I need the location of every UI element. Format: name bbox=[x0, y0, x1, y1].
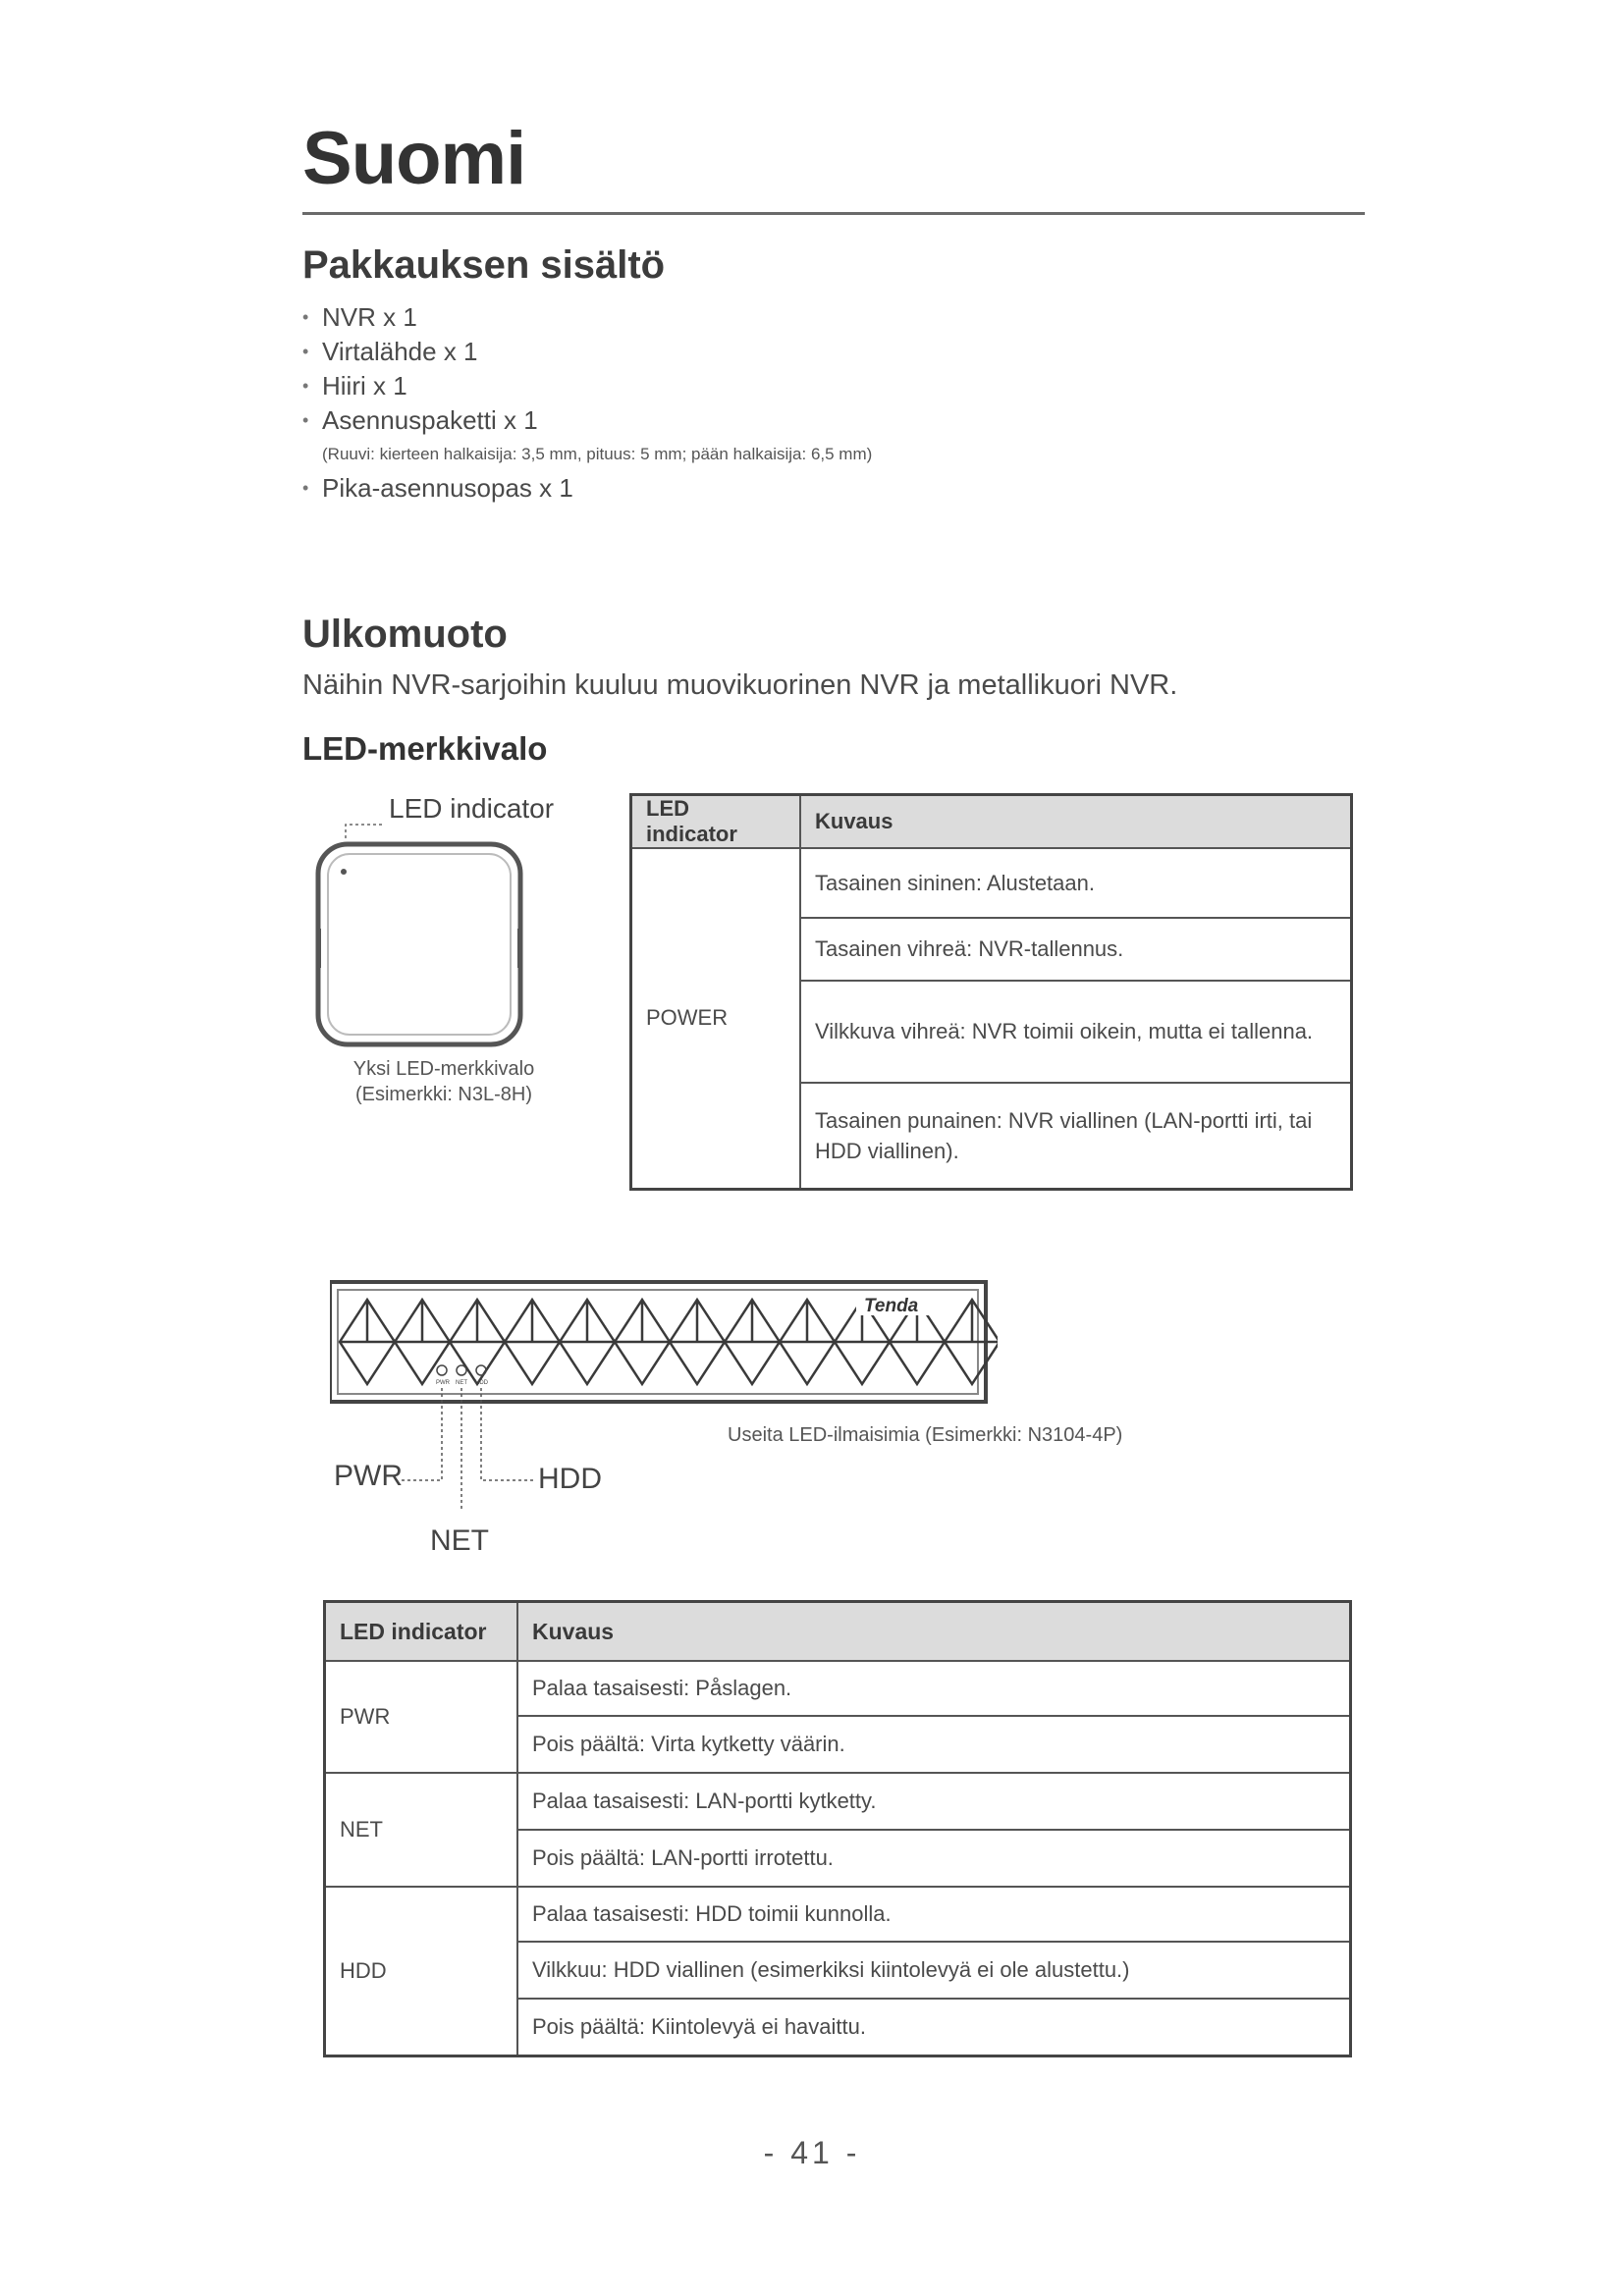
contents-list bbox=[302, 300, 872, 506]
bullet-icon: • bbox=[302, 307, 309, 327]
table-header-cell: Kuvaus bbox=[800, 795, 1352, 849]
device-side-left bbox=[316, 929, 321, 968]
table-row bbox=[325, 1773, 1351, 1830]
brand-logo: Tenda bbox=[864, 1296, 919, 1316]
list-item bbox=[302, 471, 872, 506]
list-item-text: Asennuspaketti x 1 bbox=[322, 405, 538, 435]
table-header-row bbox=[325, 1602, 1351, 1662]
table-header-cell: LED indicator bbox=[325, 1602, 518, 1662]
table-header-row bbox=[631, 795, 1352, 849]
multi-led-caption: Useita LED-ilmaisimia (Esimerkki: N3104-4P) bbox=[728, 1424, 1123, 1446]
list-item-text: Pika-asennusopas x 1 bbox=[322, 473, 573, 503]
description-cell: Pois päältä: Virta kytketty väärin. bbox=[517, 1716, 1351, 1773]
description-cell: Tasainen vihreä: NVR-tallennus. bbox=[800, 918, 1352, 981]
list-item-text: Hiiri x 1 bbox=[322, 371, 407, 400]
list-item-note: (Ruuvi: kierteen halkaisija: 3,5 mm, pituus: 5 mm; pään halkaisija: 6,5 mm) bbox=[322, 445, 873, 463]
table-row bbox=[325, 1887, 1351, 1942]
indicator-cell: POWER bbox=[631, 848, 801, 1189]
description-cell: Palaa tasaisesti: HDD toimii kunnolla. bbox=[517, 1887, 1351, 1942]
led-small-label: PWR bbox=[436, 1380, 450, 1386]
device-outline bbox=[318, 844, 520, 1044]
led-small-label: NET bbox=[456, 1380, 467, 1386]
appearance-heading: Ulkomuoto bbox=[302, 613, 508, 656]
led-small-label: HDD bbox=[475, 1380, 488, 1386]
description-cell: Vilkkuva vihreä: NVR toimii oikein, mutta ei tallenna. bbox=[800, 981, 1352, 1083]
device-side-right bbox=[517, 929, 522, 968]
bullet-icon: • bbox=[302, 478, 309, 498]
page-title: Suomi bbox=[302, 117, 526, 200]
title-divider bbox=[302, 212, 1365, 215]
bullet-icon: • bbox=[302, 410, 309, 430]
multi-led-table bbox=[323, 1600, 1352, 2057]
hdd-label: HDD bbox=[538, 1463, 602, 1495]
net-label: NET bbox=[430, 1524, 489, 1557]
table-row bbox=[325, 1661, 1351, 1716]
bullet-icon: • bbox=[302, 376, 309, 396]
led-heading: LED-merkkivalo bbox=[302, 730, 548, 767]
table-row bbox=[631, 848, 1352, 918]
caption-line: (Esimerkki: N3L-8H) bbox=[354, 1084, 533, 1105]
single-led-device-illustration bbox=[308, 821, 534, 1056]
callout-line bbox=[346, 825, 383, 838]
description-cell: Tasainen sininen: Alustetaan. bbox=[800, 848, 1352, 918]
list-item bbox=[302, 300, 872, 335]
table-header-cell: LED indicator bbox=[631, 795, 801, 849]
list-item bbox=[302, 369, 872, 403]
description-cell: Pois päältä: LAN-portti irrotettu. bbox=[517, 1830, 1351, 1887]
indicator-cell: HDD bbox=[325, 1887, 518, 2056]
description-cell: Palaa tasaisesti: LAN-portti kytketty. bbox=[517, 1773, 1351, 1830]
list-item bbox=[302, 335, 872, 369]
description-cell: Vilkkuu: HDD viallinen (esimerkiksi kiintolevyä ei ole alustettu.) bbox=[517, 1942, 1351, 1999]
single-led-caption bbox=[316, 1056, 571, 1107]
caption-line: Yksi LED-merkkivalo bbox=[352, 1058, 535, 1080]
indicator-cell: PWR bbox=[325, 1661, 518, 1773]
list-item bbox=[302, 403, 872, 438]
list-item-text: NVR x 1 bbox=[322, 302, 417, 332]
indicator-cell: NET bbox=[325, 1773, 518, 1887]
table-header-cell: Kuvaus bbox=[517, 1602, 1351, 1662]
pwr-label: PWR bbox=[334, 1460, 403, 1492]
description-cell: Tasainen punainen: NVR viallinen (LAN-portti irti, tai HDD viallinen). bbox=[800, 1083, 1352, 1189]
appearance-text: Näihin NVR-sarjoihin kuuluu muovikuorinen NVR ja metallikuori NVR. bbox=[302, 669, 1178, 701]
bullet-icon: • bbox=[302, 342, 309, 361]
led-callout-label: LED indicator bbox=[389, 793, 555, 824]
contents-heading: Pakkauksen sisältö bbox=[302, 243, 666, 287]
led-dot-icon bbox=[341, 869, 347, 875]
multi-led-device-illustration bbox=[330, 1280, 998, 1535]
description-cell: Palaa tasaisesti: Påslagen. bbox=[517, 1661, 1351, 1716]
description-cell: Pois päältä: Kiintolevyä ei havaittu. bbox=[517, 1999, 1351, 2056]
page-number: - 41 - bbox=[763, 2135, 861, 2170]
list-item-text: Virtalähde x 1 bbox=[322, 337, 478, 366]
power-led-table bbox=[629, 793, 1353, 1191]
